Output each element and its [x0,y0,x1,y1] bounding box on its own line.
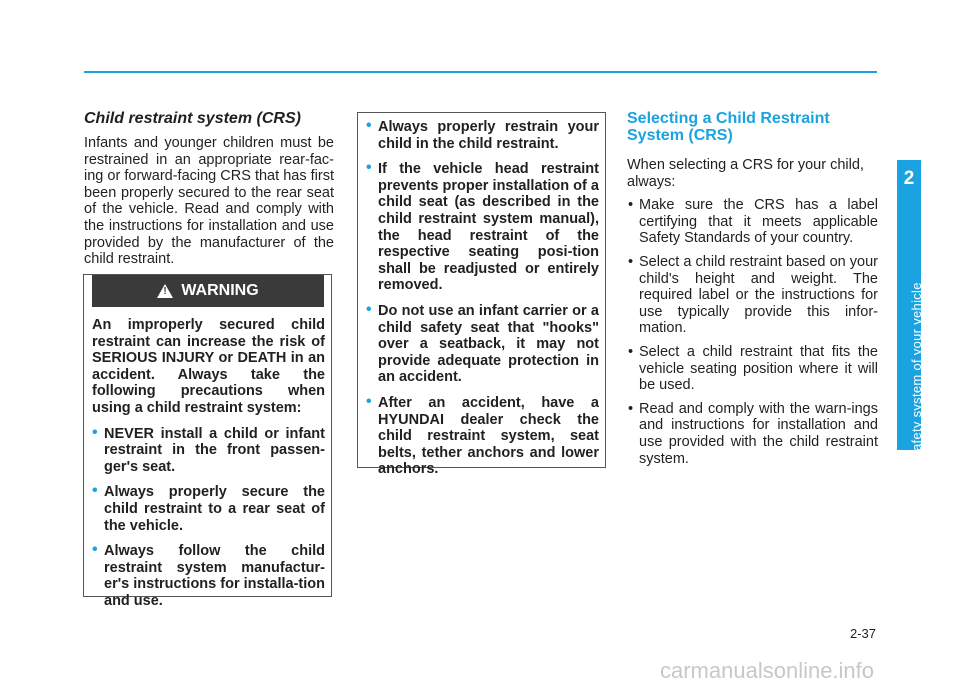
section-intro: When selecting a CRS for your child, always: [627,157,864,190]
section-heading: Selecting a Child Restraint System (CRS) [627,110,830,144]
list-item [627,344,878,394]
bullet-dot-icon: • [92,482,98,500]
list-item-text: Do not use an infant carrier or a child safety seat that "hooks" over a seatback, it may not provide adequate protection in an accident. [378,302,599,386]
list-item-text: Read and comply with the warn-ings and instructions for installation and use provided with the child restraint system. [639,400,878,467]
warning-continued-list [366,119,599,478]
list-item-text: Make sure the CRS has a label certifying that it meets applicable Safety Standards of your country. [639,197,878,247]
list-item [366,392,599,478]
list-item [366,161,599,294]
list-item-text: Always properly restrain your child in the child restraint. [378,119,599,152]
warning-triangle-icon [157,284,173,298]
bullet-dot-icon: • [628,400,634,417]
list-item [92,423,325,476]
list-item [92,484,325,534]
bullet-dot-icon: • [92,423,98,441]
bullet-dot-icon: • [366,300,372,318]
warning-list [92,423,325,610]
bullet-dot-icon: • [628,253,634,270]
section-heading: Child restraint system (CRS) [84,110,301,127]
bullet-dot-icon: • [366,159,372,177]
list-item [366,119,599,152]
bullet-dot-icon: • [366,392,372,410]
list-item-text: NEVER install a child or infant restraint in the front passen-ger's seat. [104,425,325,475]
chapter-tab [897,160,924,460]
list-item-text: After an accident, have a HYUNDAI dealer check the child restraint system, seat belts, tether anchors and lower anchors. [378,394,599,478]
list-item-text: Always follow the child restraint system manufactur-er's instructions for installa-tion and use. [104,543,325,609]
warning-label: WARNING [181,282,259,299]
list-item [627,254,878,337]
list-item [366,300,599,386]
section-paragraph: Infants and younger children must be restrained in an appropriate rear-fac-ing or forward-facing CRS that has first been properly secured to the rear seat of the vehicle. Read and comply with the instructions for installation and use provided by the manufacturer of the child restraint. [84,135,334,268]
watermark: carmanualsonline.info [660,658,875,683]
selecting-list [627,197,878,467]
bullet-dot-icon: • [366,117,372,134]
list-item [92,543,325,609]
bullet-dot-icon: • [92,541,98,559]
warning-box [83,274,332,609]
bullet-dot-icon: • [628,343,634,360]
warning-content [92,317,325,610]
list-item-text: Select a child restraint that fits the vehicle seating position where it will be used. [639,343,878,394]
list-item-text: Always properly secure the child restraint to a rear seat of the vehicle. [104,484,325,534]
warning-continued-content [366,112,599,478]
chapter-number: 2 [903,168,915,189]
selecting-crs-section [627,110,878,467]
bullet-dot-icon: • [628,197,634,214]
warning-header [92,275,324,307]
list-item [627,197,878,247]
warning-intro: An improperly secured child restraint can increase the risk of SERIOUS INJURY or DEATH in an accident. Always take the following precautions when using a child restraint system: [92,317,325,416]
chapter-title: Safety system of your vehicle [909,282,924,460]
top-divider [84,71,877,73]
page-number: 2-37 [849,626,876,641]
warning-continued-box [357,112,606,478]
list-item [627,401,878,467]
list-item-text: Select a child restraint based on your child's height and weight. The required label or the instructions for use typically provide this infor-mation. [639,253,878,337]
crs-section [84,110,334,268]
list-item-text: If the vehicle head restraint prevents proper installation of a child seat (as described in the child restraint system manual), the head restraint of the respective seating posi-tion shall be readjusted or entirely removed. [378,161,599,294]
